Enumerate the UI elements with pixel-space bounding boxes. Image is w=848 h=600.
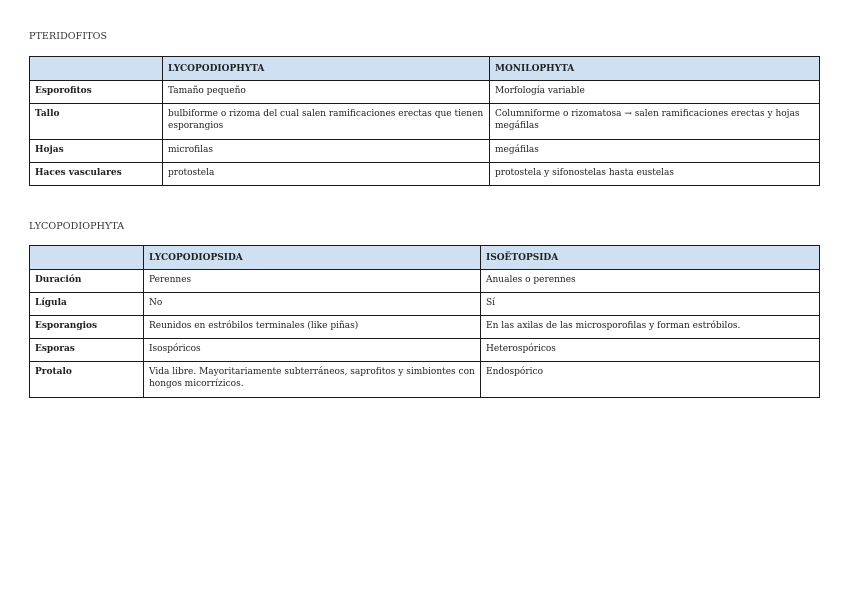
table-cell: No: [144, 293, 481, 316]
table-row: [30, 81, 820, 104]
table-pteridofitos: [29, 56, 820, 186]
row-label: Esporas: [30, 339, 144, 362]
row-label: Tallo: [30, 104, 163, 140]
header-cell-monilophyta: MONILOPHYTA: [490, 57, 820, 81]
table-row: [30, 362, 820, 398]
table-cell: Reunidos en estróbilos terminales (like piñas): [144, 316, 481, 339]
table-cell: megáfilas: [490, 140, 820, 163]
table-cell: Perennes: [144, 270, 481, 293]
table-cell: Isospóricos: [144, 339, 481, 362]
table-row: [30, 270, 820, 293]
header-cell-isoetopsida: ISOËTOPSIDA: [481, 246, 820, 270]
table-cell: Heterospóricos: [481, 339, 820, 362]
section-title-lycopodiophyta: LYCOPODIOPHYTA: [29, 221, 125, 232]
header-cell-empty: [30, 246, 144, 270]
row-label: Esporangios: [30, 316, 144, 339]
row-label: Esporofitos: [30, 81, 163, 104]
header-cell-lycopodiophyta: LYCOPODIOPHYTA: [163, 57, 490, 81]
table-cell: Morfología variable: [490, 81, 820, 104]
table-cell: Vida libre. Mayoritariamente subterráneos, saprofitos y simbiontes con hongos micorrízicos.: [144, 362, 481, 398]
section-title-pteridofitos: PTERIDOFITOS: [29, 31, 108, 42]
table-cell: Columniforme o rizomatosa → salen ramificaciones erectas y hojas megáfilas: [490, 104, 820, 140]
table-cell: protostela y sifonostelas hasta eustelas: [490, 163, 820, 186]
table-cell: Tamaño pequeño: [163, 81, 490, 104]
row-label: Lígula: [30, 293, 144, 316]
table-row: [30, 339, 820, 362]
table-cell: En las axilas de las microsporofilas y forman estróbilos.: [481, 316, 820, 339]
table-cell: Anuales o perennes: [481, 270, 820, 293]
table-cell: Sí: [481, 293, 820, 316]
table-row: [30, 293, 820, 316]
table-cell: microfilas: [163, 140, 490, 163]
table-cell: bulbiforme o rizoma del cual salen ramificaciones erectas que tienen esporangios: [163, 104, 490, 140]
row-label: Protalo: [30, 362, 144, 398]
header-cell-lycopodiopsida: LYCOPODIOPSIDA: [144, 246, 481, 270]
table-lycopodiophyta: [29, 245, 820, 398]
table-row: [30, 104, 820, 140]
table-cell: protostela: [163, 163, 490, 186]
table-header-row: [30, 57, 820, 81]
header-cell-empty: [30, 57, 163, 81]
row-label: Haces vasculares: [30, 163, 163, 186]
table-header-row: [30, 246, 820, 270]
row-label: Duración: [30, 270, 144, 293]
table-cell: Endospórico: [481, 362, 820, 398]
table-row: [30, 163, 820, 186]
table-row: [30, 140, 820, 163]
row-label: Hojas: [30, 140, 163, 163]
table-row: [30, 316, 820, 339]
